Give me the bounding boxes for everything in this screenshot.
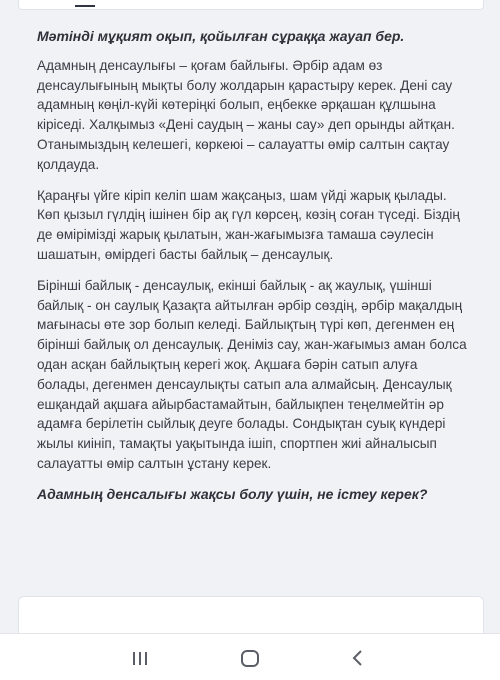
text-paragraph: Қараңғы үйге кіріп келіп шам жақсаңыз, шам үйді жарық қылады. Көп қызыл гүлдің ішінен бір ақ гүл көрсең, көзің соған түседі. Біздің де өміріміздi жарық қылатын, жан-жағымызға тамаша сәулесін шашатын, өмірдегі басты байлық – денсаулық. <box>37 187 460 262</box>
text-paragraph: Бірінші байлық - денсаулық, екінші байлық - ақ жаулық, үшінші байлық - он саулық Қазақта айтылған әрбір сөздің, әрбір мақалдың мағынасы өте зор болып келеді. Байлықтың түрі көп, дегенмен ең бірінші байлық ол денсаулық. Деніміз сау, жан-жағымыз аман болса одан асқан байлықтың керегі жоқ. Ақшаға бәрін сатып алуға болады, дегенмен денсаулықты сатып ала алмайсың. Денсаулық ешқандай ақшаға айырбастамайтын, байлықпен теңелмейтін әр адамға берілетін сыйлық деуге болады. Сондықтан суық күндері жылы киініп, тамақты уақытында ішіп, спортпен жиі айналысып салауатты өмір салтын ұстану керек. <box>37 277 467 471</box>
task-instruction: Мәтінді мұқият оқып, қойылған сұраққа жауап бер. <box>37 28 405 44</box>
home-button[interactable] <box>228 642 272 674</box>
home-icon <box>238 642 262 674</box>
system-navigation-bar <box>0 633 500 680</box>
recent-apps-icon <box>130 642 150 674</box>
back-icon <box>348 642 368 674</box>
top-card-edge <box>18 0 484 10</box>
task-question: Адамның денсалығы жақсы болу үшін, не істеу керек? <box>37 485 428 502</box>
text-paragraph: Адамның денсаулығы – қоғам байлығы. Әрбір адам өз денсаулығының мықты болу жолдарын қарастыру керек. Дені сау адамның көңіл-күйі көтеріңкі болып, еңбекке әрқашан құлшына кіріседі. Халқымыз «Дені саудың – жаны сау» деп орынды айтқан. Отанымыздың келешегі, көркеюі – салауатты өмір салтын сақтау қолдауда. <box>37 57 455 172</box>
recent-apps-button[interactable] <box>118 642 162 674</box>
back-button[interactable] <box>336 642 380 674</box>
reading-task <box>37 27 467 505</box>
top-card-tab <box>75 0 95 7</box>
